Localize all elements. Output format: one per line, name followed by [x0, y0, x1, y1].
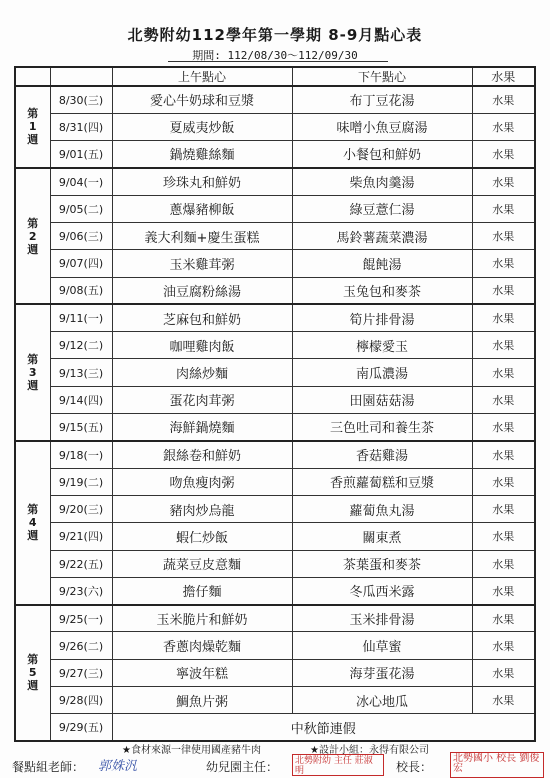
pm-snack-cell: 海芽蛋花湯 — [292, 659, 472, 686]
date-header — [50, 67, 112, 86]
table-row — [15, 359, 535, 386]
am-snack-cell: 蔬菜豆皮意麵 — [112, 550, 292, 577]
table-row — [15, 577, 535, 604]
fruit-cell: 水果 — [472, 359, 535, 386]
date-cell: 9/21(四) — [50, 523, 112, 550]
am-snack-cell: 豬肉炒烏龍 — [112, 495, 292, 522]
pm-snack-cell: 筍片排骨湯 — [292, 304, 472, 331]
fruit-cell: 水果 — [472, 222, 535, 249]
table-row — [15, 414, 535, 441]
date-cell: 9/25(一) — [50, 605, 112, 632]
date-cell: 9/23(六) — [50, 577, 112, 604]
table-row — [15, 113, 535, 140]
pm-snack-cell: 綠豆薏仁湯 — [292, 195, 472, 222]
date-cell: 9/12(二) — [50, 332, 112, 359]
footer-note-ingredients: ★食材來源一律使用國產豬牛肉 — [122, 745, 261, 756]
table-row — [15, 86, 535, 113]
am-snack-cell: 義大利麵+慶生蛋糕 — [112, 222, 292, 249]
fruit-cell: 水果 — [472, 386, 535, 413]
am-snack-header: 上午點心 — [112, 67, 292, 86]
date-cell: 9/28(四) — [50, 687, 112, 714]
fruit-cell: 水果 — [472, 441, 535, 468]
fruit-header: 水果 — [472, 67, 535, 86]
principal-label: 校長： — [396, 760, 433, 774]
week-header — [15, 67, 50, 86]
am-snack-cell: 擔仔麵 — [112, 577, 292, 604]
menu-body — [15, 86, 535, 741]
pm-snack-cell: 小餐包和鮮奶 — [292, 141, 472, 168]
pm-snack-cell: 檸檬愛玉 — [292, 332, 472, 359]
fruit-cell: 水果 — [472, 605, 535, 632]
date-cell: 9/19(二) — [50, 468, 112, 495]
date-cell: 9/14(四) — [50, 386, 112, 413]
table-row — [15, 304, 535, 331]
date-cell: 8/30(三) — [50, 86, 112, 113]
am-snack-cell: 寧波年糕 — [112, 659, 292, 686]
am-snack-cell: 玉米脆片和鮮奶 — [112, 605, 292, 632]
am-snack-cell: 咖哩雞肉飯 — [112, 332, 292, 359]
date-cell: 9/05(二) — [50, 195, 112, 222]
am-snack-cell: 夏威夷炒飯 — [112, 113, 292, 140]
pm-snack-cell: 柴魚肉羹湯 — [292, 168, 472, 195]
fruit-cell: 水果 — [472, 113, 535, 140]
pm-snack-cell: 冰心地瓜 — [292, 687, 472, 714]
date-cell: 9/08(五) — [50, 277, 112, 304]
am-snack-cell: 油豆腐粉絲湯 — [112, 277, 292, 304]
table-row — [15, 168, 535, 195]
fruit-cell: 水果 — [472, 468, 535, 495]
am-snack-cell: 蔥爆豬柳飯 — [112, 195, 292, 222]
pm-snack-cell: 南瓜濃湯 — [292, 359, 472, 386]
table-header-row — [15, 67, 535, 86]
fruit-cell: 水果 — [472, 304, 535, 331]
am-snack-cell: 香蔥肉燥乾麵 — [112, 632, 292, 659]
week-label: 第 5 週 — [15, 605, 50, 741]
pm-snack-cell: 三色吐司和養生茶 — [292, 414, 472, 441]
am-snack-cell: 吻魚瘦肉粥 — [112, 468, 292, 495]
snack-menu-table — [14, 66, 536, 742]
fruit-cell: 水果 — [472, 332, 535, 359]
am-snack-cell: 鍋燒雞絲麵 — [112, 141, 292, 168]
pm-snack-cell: 玉兔包和麥茶 — [292, 277, 472, 304]
week-label: 第 2 週 — [15, 168, 50, 304]
teacher-signature: 郭姝汎 — [98, 759, 138, 774]
fruit-cell: 水果 — [472, 550, 535, 577]
holiday-cell: 中秋節連假 — [112, 714, 535, 741]
pm-snack-cell: 香煎蘿蔔糕和豆漿 — [292, 468, 472, 495]
fruit-cell: 水果 — [472, 141, 535, 168]
table-row — [15, 332, 535, 359]
pm-snack-cell: 玉米排骨湯 — [292, 605, 472, 632]
am-snack-cell: 芝麻包和鮮奶 — [112, 304, 292, 331]
fruit-cell: 水果 — [472, 277, 535, 304]
table-row — [15, 605, 535, 632]
am-snack-cell: 銀絲卷和鮮奶 — [112, 441, 292, 468]
pm-snack-cell: 冬瓜西米露 — [292, 577, 472, 604]
am-snack-cell: 珍珠丸和鮮奶 — [112, 168, 292, 195]
date-cell: 9/15(五) — [50, 414, 112, 441]
menu-title: 北勢附幼112學年第一學期 8-9月點心表 — [127, 26, 423, 44]
date-cell: 9/11(一) — [50, 304, 112, 331]
table-row — [15, 550, 535, 577]
table-row — [15, 222, 535, 249]
table-row — [15, 386, 535, 413]
date-cell: 9/01(五) — [50, 141, 112, 168]
fruit-cell: 水果 — [472, 86, 535, 113]
table-row — [15, 687, 535, 714]
table-row — [15, 495, 535, 522]
fruit-cell: 水果 — [472, 168, 535, 195]
table-row — [15, 523, 535, 550]
date-cell: 9/26(二) — [50, 632, 112, 659]
fruit-cell: 水果 — [472, 495, 535, 522]
footer-note-designer: ★設計小組：永得有限公司 — [310, 745, 429, 756]
pm-snack-cell: 味噌小魚豆腐湯 — [292, 113, 472, 140]
pm-snack-cell: 田園菇菇湯 — [292, 386, 472, 413]
fruit-cell: 水果 — [472, 577, 535, 604]
week-label: 第 4 週 — [15, 441, 50, 605]
pm-snack-cell: 布丁豆花湯 — [292, 86, 472, 113]
table-row — [15, 195, 535, 222]
table-row — [15, 659, 535, 686]
table-row — [15, 468, 535, 495]
date-cell: 9/18(一) — [50, 441, 112, 468]
fruit-cell: 水果 — [472, 250, 535, 277]
pm-snack-cell: 香菇雞湯 — [292, 441, 472, 468]
pm-snack-cell: 茶葉蛋和麥茶 — [292, 550, 472, 577]
table-row — [15, 277, 535, 304]
week-label: 第 3 週 — [15, 304, 50, 440]
pm-snack-cell: 餛飩湯 — [292, 250, 472, 277]
am-snack-cell: 鯛魚片粥 — [112, 687, 292, 714]
pm-snack-cell: 仙草蜜 — [292, 632, 472, 659]
date-cell: 8/31(四) — [50, 113, 112, 140]
director-label: 幼兒園主任： — [206, 760, 279, 774]
week-label: 第 1 週 — [15, 86, 50, 168]
date-cell: 9/29(五) — [50, 714, 112, 741]
period-underline — [168, 61, 388, 62]
date-cell: 9/04(一) — [50, 168, 112, 195]
fruit-cell: 水果 — [472, 659, 535, 686]
fruit-cell: 水果 — [472, 632, 535, 659]
date-cell: 9/13(三) — [50, 359, 112, 386]
pm-snack-cell: 蘿蔔魚丸湯 — [292, 495, 472, 522]
am-snack-cell: 玉米雞茸粥 — [112, 250, 292, 277]
pm-snack-header: 下午點心 — [292, 67, 472, 86]
am-snack-cell: 肉絲炒麵 — [112, 359, 292, 386]
date-cell: 9/06(三) — [50, 222, 112, 249]
date-cell: 9/22(五) — [50, 550, 112, 577]
am-snack-cell: 蛋花肉茸粥 — [112, 386, 292, 413]
table-row — [15, 141, 535, 168]
am-snack-cell: 蝦仁炒飯 — [112, 523, 292, 550]
fruit-cell: 水果 — [472, 195, 535, 222]
date-cell: 9/27(三) — [50, 659, 112, 686]
director-stamp: 北勢附幼 主任 莊淑明 — [292, 754, 384, 776]
date-cell: 9/20(三) — [50, 495, 112, 522]
menu-period: 期間: 112/08/30～112/09/30 — [192, 49, 358, 62]
fruit-cell: 水果 — [472, 687, 535, 714]
date-cell: 9/07(四) — [50, 250, 112, 277]
table-row — [15, 632, 535, 659]
table-row — [15, 441, 535, 468]
table-row — [15, 250, 535, 277]
table-row — [15, 714, 535, 741]
principal-stamp: 北勢國小 校長 劉俊宏 — [450, 752, 544, 778]
am-snack-cell: 愛心牛奶球和豆漿 — [112, 86, 292, 113]
fruit-cell: 水果 — [472, 523, 535, 550]
am-snack-cell: 海鮮鍋燒麵 — [112, 414, 292, 441]
teacher-label: 餐點組老師： — [12, 760, 85, 774]
fruit-cell: 水果 — [472, 414, 535, 441]
pm-snack-cell: 關東煮 — [292, 523, 472, 550]
pm-snack-cell: 馬鈴薯蔬菜濃湯 — [292, 222, 472, 249]
